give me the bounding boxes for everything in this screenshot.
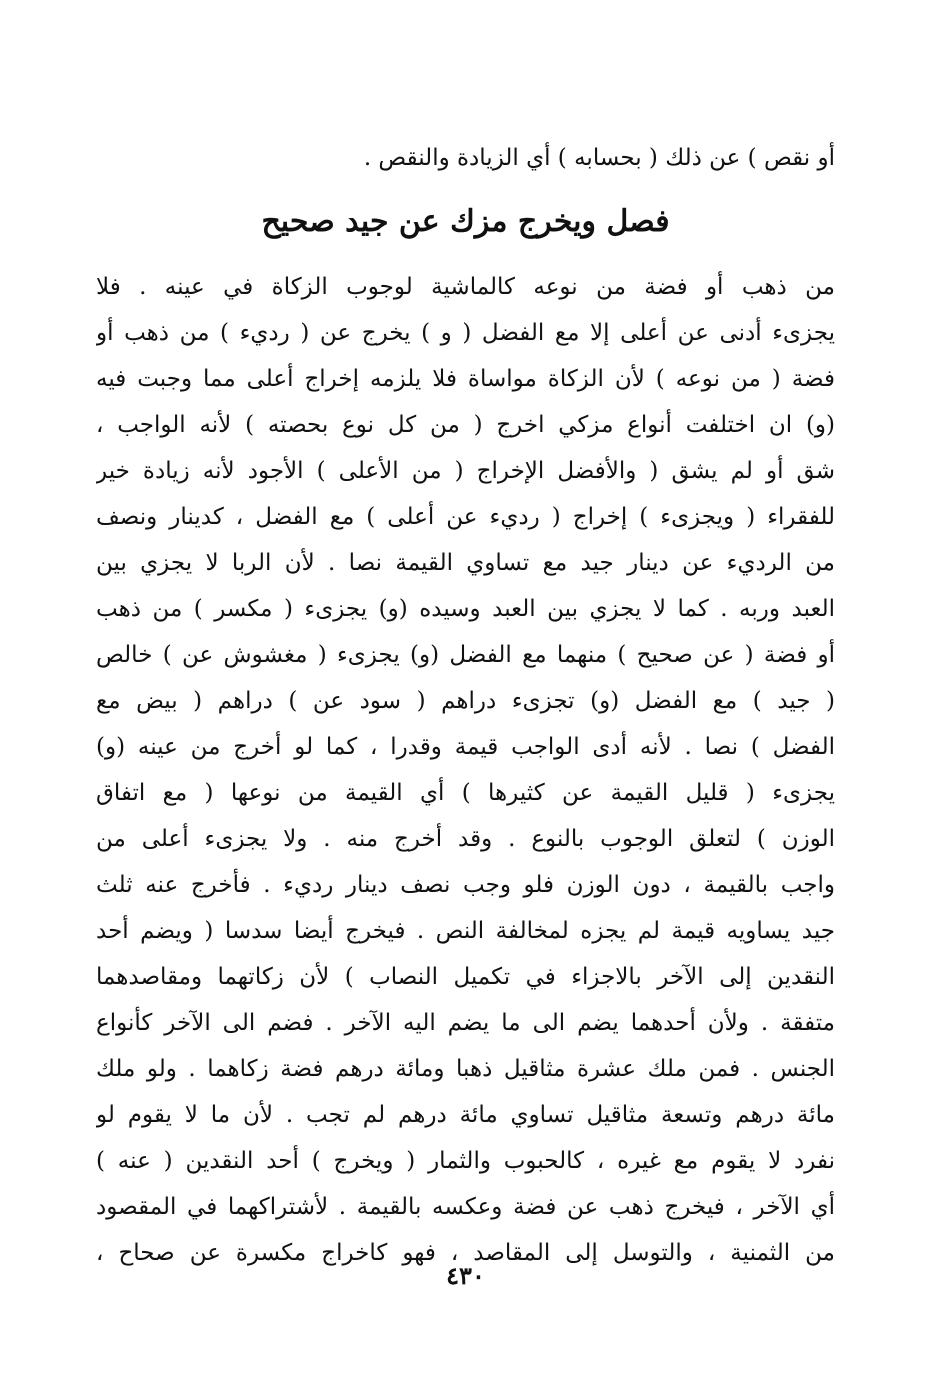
page-number: ٤٣٠ bbox=[446, 1261, 485, 1290]
text-line: من الرديء عن دينار جيد مع تساوي القيمة نصا . لأن الربا لا يجزي بين bbox=[96, 550, 835, 576]
text-line: متفقة . ولأن أحدهما يضم الى ما يضم اليه الآخر . فضم الى الآخر كأنواع bbox=[96, 1010, 835, 1036]
text-line: يجزىء ( قليل القيمة عن كثيرها ) أي القيمة من نوعها ( مع اتفاق bbox=[96, 780, 835, 806]
text-line: جيد يساويه قيمة لم يجزه لمخالفة النص . فيخرج أيضا سدسا ( ويضم أحد bbox=[96, 918, 835, 944]
text-line: (و) ان اختلفت أنواع مزكي اخرج ( من كل نوع بحصته ) لأنه الواجب ، bbox=[96, 412, 835, 438]
continuation-line: أو نقص ) عن ذلك ( بحسابه ) أي الزيادة والنقص . bbox=[363, 145, 835, 171]
text-line: يجزىء أدنى عن أعلى إلا مع الفضل ( و ) يخرج عن ( رديء ) من ذهب أو bbox=[96, 320, 835, 346]
text-line: أو فضة ( عن صحيح ) منهما مع الفضل (و) يجزىء ( مغشوش عن ) خالص bbox=[96, 642, 835, 668]
body-text bbox=[96, 264, 835, 1276]
text-line: ( جيد ) مع الفضل (و) تجزىء دراهم ( سود عن ) دراهم ( بيض مع bbox=[96, 688, 835, 714]
text-line: الوزن ) لتعلق الوجوب بالنوع . وقد أخرج منه . ولا يجزىء أعلى من bbox=[96, 826, 835, 852]
text-line: العبد وربه . كما لا يجزي بين العبد وسيده (و) يجزىء ( مكسر ) من ذهب bbox=[96, 596, 835, 622]
text-line: نفرد لا يقوم مع غيره ، كالحبوب والثمار ( ويخرج ) أحد النقدين ( عنه ) bbox=[96, 1148, 835, 1174]
text-line: شق أو لم يشق ( والأفضل الإخراج ( من الأعلى ) الأجود لأنه زيادة خير bbox=[96, 458, 835, 484]
text-line: الجنس . فمن ملك عشرة مثاقيل ذهبا ومائة درهم فضة زكاهما . ولو ملك bbox=[96, 1056, 835, 1082]
text-line: النقدين إلى الآخر بالاجزاء في تكميل النصاب ) لأن زكاتهما ومقاصدهما bbox=[96, 964, 835, 990]
text-line: فضة ( من نوعه ) لأن الزكاة مواساة فلا يلزمه إخراج أعلى مما وجبت فيه bbox=[96, 366, 835, 392]
text-line: الفضل ) نصا . لأنه أدى الواجب قيمة وقدرا ، كما لو أخرج من عينه (و) bbox=[96, 734, 835, 760]
text-line: مائة درهم وتسعة مثاقيل تساوي مائة درهم لم تجب . لأن ما لا يقوم لو bbox=[96, 1102, 835, 1128]
section-heading: فصل ويخرج مزك عن جيد صحيح bbox=[261, 204, 670, 239]
text-line: أي الآخر ، فيخرج ذهب عن فضة وعكسه بالقيمة . لأشتراكهما في المقصود bbox=[96, 1194, 835, 1220]
text-line: للفقراء ( ويجزىء ) إخراج ( رديء عن أعلى ) مع الفضل ، كدينار ونصف bbox=[96, 504, 835, 530]
text-line: واجب بالقيمة ، دون الوزن فلو وجب نصف دينار رديء . فأخرج عنه ثلث bbox=[96, 872, 835, 898]
text-line: من ذهب أو فضة من نوعه كالماشية لوجوب الزكاة في عينه . فلا bbox=[96, 274, 835, 300]
text-line: من الثمنية ، والتوسل إلى المقاصد ، فهو كاخراج مكسرة عن صحاح ، bbox=[96, 1240, 835, 1266]
